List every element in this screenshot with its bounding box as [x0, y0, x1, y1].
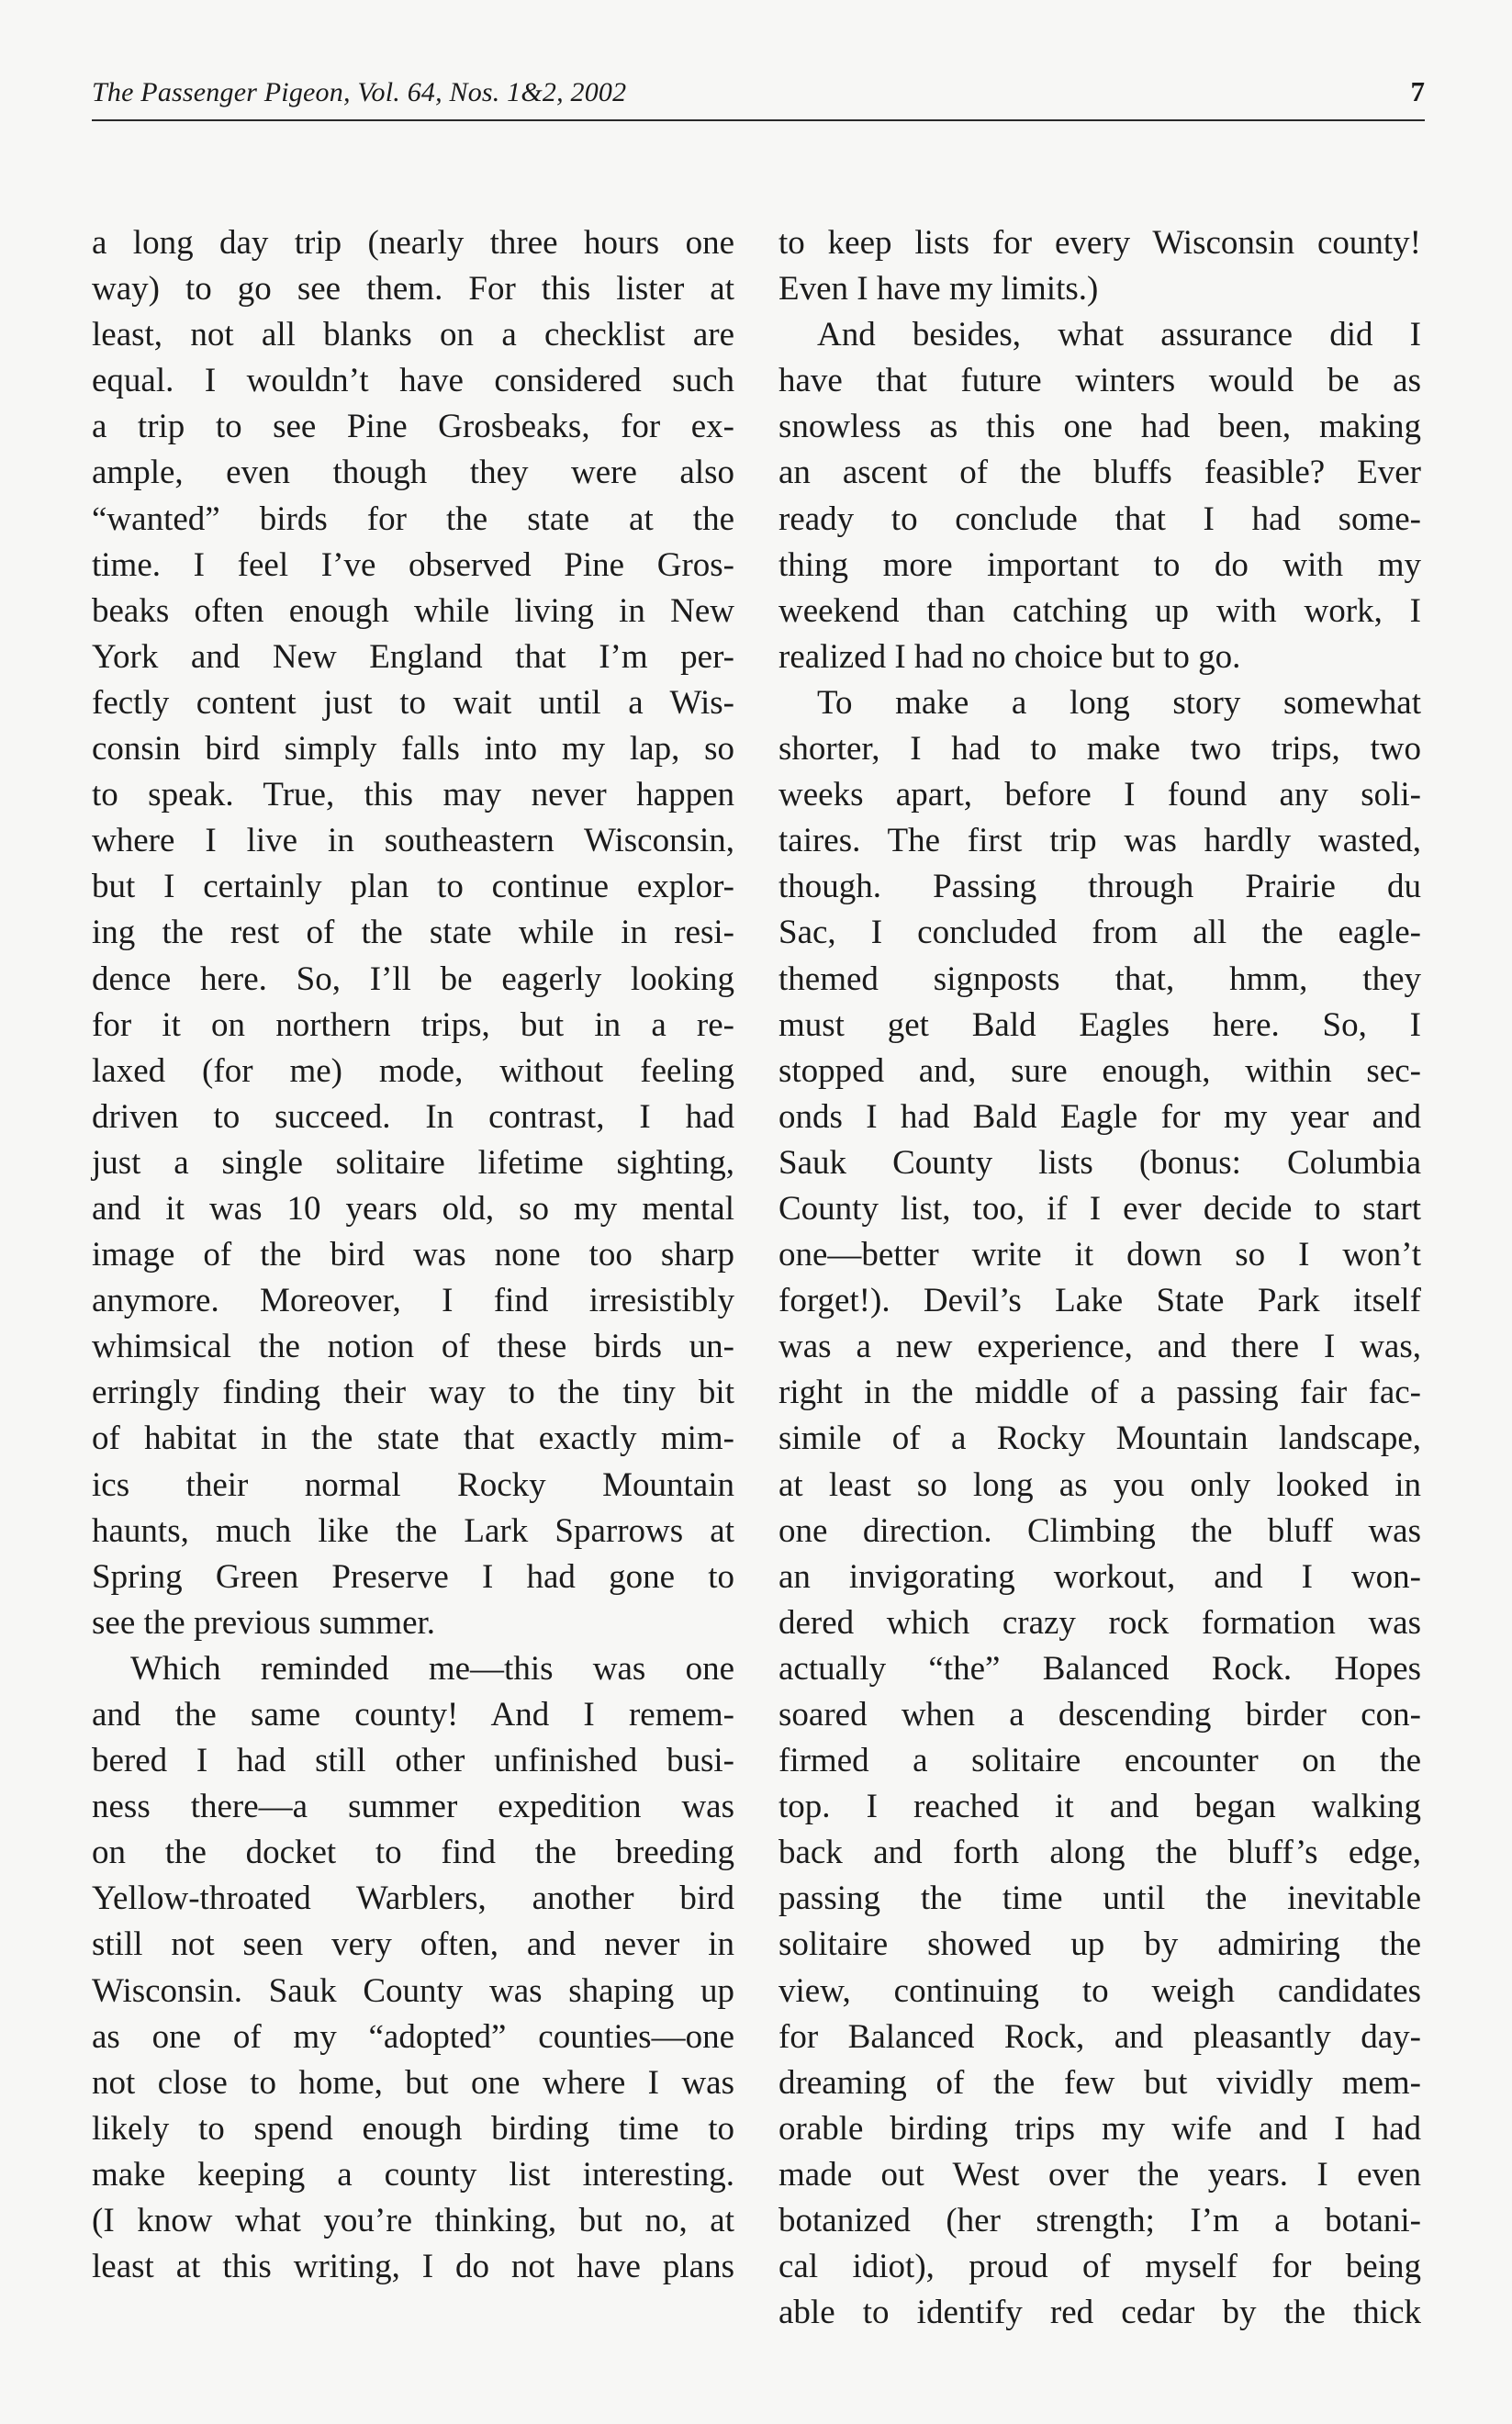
text-line: York and New England that I’m per- [92, 637, 734, 676]
text-line: one direction. Climbing the bluff was [778, 1511, 1421, 1550]
text-line: thing more important to do with my [778, 545, 1421, 584]
text-line: least at this writing, I do not have plans [92, 2248, 734, 2286]
text-line: beaks often enough while living in New [92, 591, 734, 630]
text-line: ness there—a summer expedition was [92, 1788, 734, 1826]
text-line: soared when a descending birder con- [778, 1696, 1421, 1734]
text-line: see the previous summer. [92, 1603, 436, 1642]
text-line: view, continuing to weigh candidates [778, 1971, 1421, 2010]
text-line: top. I reached it and began walking [778, 1788, 1421, 1826]
text-line: made out West over the years. I even [778, 2155, 1421, 2194]
text-line: actually “the” Balanced Rock. Hopes [778, 1649, 1421, 1688]
text-line: way) to go see them. For this lister at [92, 270, 734, 309]
text-line: weeks apart, before I found any soli- [778, 776, 1421, 814]
text-line: “wanted” birds for the state at the [92, 499, 734, 538]
text-line: Even I have my limits.) [778, 270, 1099, 309]
text-line: ics their normal Rocky Mountain [92, 1465, 734, 1504]
paragraph [778, 680, 1421, 2336]
text-line: ample, even though they were also [92, 454, 734, 492]
text-line: consin bird simply falls into my lap, so [92, 730, 734, 769]
text-line: and the same county! And I remem- [92, 1696, 734, 1734]
text-line: forget!). Devil’s Lake State Park itself [778, 1282, 1421, 1320]
text-line: County list, too, if I ever decide to start [778, 1189, 1421, 1228]
text-line: Spring Green Preserve I had gone to [92, 1557, 734, 1596]
text-line: for Balanced Rock, and pleasantly day- [778, 2017, 1421, 2056]
text-line: botanized (her strength; I’m a botani- [778, 2202, 1421, 2240]
text-line: at least so long as you only looked in [778, 1465, 1421, 1504]
text-line: driven to succeed. In contrast, I had [92, 1097, 734, 1136]
text-line: back and forth along the bluff’s edge, [778, 1834, 1421, 1872]
page-number: 7 [1410, 75, 1425, 107]
text-line: snowless as this one had been, making [778, 408, 1421, 446]
text-line: an ascent of the bluffs feasible? Ever [778, 454, 1421, 492]
text-line: fectly content just to wait until a Wis- [92, 683, 734, 722]
text-line: right in the middle of a passing fair fac- [778, 1374, 1421, 1412]
text-line: able to identify red cedar by the thick [778, 2294, 1421, 2332]
text-line: not close to home, but one where I was [92, 2063, 734, 2102]
text-line: must get Bald Eagles here. So, I [778, 1005, 1421, 1044]
running-header [92, 73, 1425, 121]
text-line: simile of a Rocky Mountain landscape, [778, 1420, 1421, 1458]
text-line: To make a long story somewhat [817, 683, 1421, 722]
text-line: as one of my “adopted” counties—one [92, 2017, 734, 2056]
text-line: equal. I wouldn’t have considered such [92, 362, 734, 400]
text-line: ready to conclude that I had some- [778, 499, 1421, 538]
text-line: on the docket to find the breeding [92, 1834, 734, 1872]
journal-citation: The Passenger Pigeon, Vol. 64, Nos. 1&2, 2002 [92, 77, 627, 107]
text-line: stopped and, sure enough, within sec- [778, 1051, 1421, 1090]
paragraph [92, 1646, 734, 2290]
text-line: shorter, I had to make two trips, two [778, 730, 1421, 769]
text-line: was a new experience, and there I was, [778, 1328, 1421, 1366]
text-line: dence here. So, I’ll be eagerly looking [92, 960, 734, 998]
text-line: weekend than catching up with work, I [778, 591, 1421, 630]
text-line: least, not all blanks on a checklist are [92, 316, 734, 354]
text-line: firmed a solitaire encounter on the [778, 1742, 1421, 1780]
text-line: Which reminded me—this was one [130, 1649, 734, 1688]
text-line: realized I had no choice but to go. [778, 637, 1241, 676]
text-line: a long day trip (nearly three hours one [92, 224, 734, 262]
text-line: themed signposts that, hmm, they [778, 960, 1421, 998]
text-line: bered I had still other unfinished busi- [92, 1742, 734, 1780]
text-line: Wisconsin. Sauk County was shaping up [92, 1971, 734, 2010]
left-text-column [92, 220, 734, 2290]
text-line: erringly finding their way to the tiny bit [92, 1374, 734, 1412]
text-line: whimsical the notion of these birds un- [92, 1328, 734, 1366]
right-text-column [778, 220, 1421, 2336]
text-line: dreaming of the few but vividly mem- [778, 2063, 1421, 2102]
text-line: likely to spend enough birding time to [92, 2109, 734, 2148]
text-line: where I live in southeastern Wisconsin, [92, 822, 734, 860]
text-line: have that future winters would be as [778, 362, 1421, 400]
paragraph [92, 220, 734, 1646]
text-line: image of the bird was none too sharp [92, 1236, 734, 1274]
text-line: solitaire showed up by admiring the [778, 1925, 1421, 1964]
text-line: make keeping a county list interesting. [92, 2155, 734, 2194]
text-line: to keep lists for every Wisconsin county! [778, 224, 1421, 262]
text-line: Yellow-throated Warblers, another bird [92, 1880, 734, 1918]
text-line: just a single solitaire lifetime sighting, [92, 1143, 734, 1182]
text-line: still not seen very often, and never in [92, 1925, 734, 1964]
text-line: though. Passing through Prairie du [778, 868, 1421, 906]
paragraph [778, 312, 1421, 680]
text-line: laxed (for me) mode, without feeling [92, 1051, 734, 1090]
text-line: ing the rest of the state while in resi- [92, 914, 734, 952]
text-line: Sac, I concluded from all the eagle- [778, 914, 1421, 952]
text-line: cal idiot), proud of myself for being [778, 2248, 1421, 2286]
text-line: and it was 10 years old, so my mental [92, 1189, 734, 1228]
paragraph [778, 220, 1421, 312]
text-line: passing the time until the inevitable [778, 1880, 1421, 1918]
text-line: haunts, much like the Lark Sparrows at [92, 1511, 734, 1550]
text-line: Sauk County lists (bonus: Columbia [778, 1143, 1421, 1182]
text-line: of habitat in the state that exactly mim- [92, 1420, 734, 1458]
text-line: to speak. True, this may never happen [92, 776, 734, 814]
text-line: one—better write it down so I won’t [778, 1236, 1421, 1274]
text-line: an invigorating workout, and I won- [778, 1557, 1421, 1596]
text-line: orable birding trips my wife and I had [778, 2109, 1421, 2148]
text-line: time. I feel I’ve observed Pine Gros- [92, 545, 734, 584]
text-line: And besides, what assurance did I [817, 316, 1421, 354]
text-line: taires. The first trip was hardly wasted, [778, 822, 1421, 860]
text-line: (I know what you’re thinking, but no, at [92, 2202, 734, 2240]
text-line: onds I had Bald Eagle for my year and [778, 1097, 1421, 1136]
text-line: a trip to see Pine Grosbeaks, for ex- [92, 408, 734, 446]
text-line: but I certainly plan to continue explor- [92, 868, 734, 906]
text-line: for it on northern trips, but in a re- [92, 1005, 734, 1044]
text-line: dered which crazy rock formation was [778, 1603, 1421, 1642]
text-line: anymore. Moreover, I find irresistibly [92, 1282, 734, 1320]
